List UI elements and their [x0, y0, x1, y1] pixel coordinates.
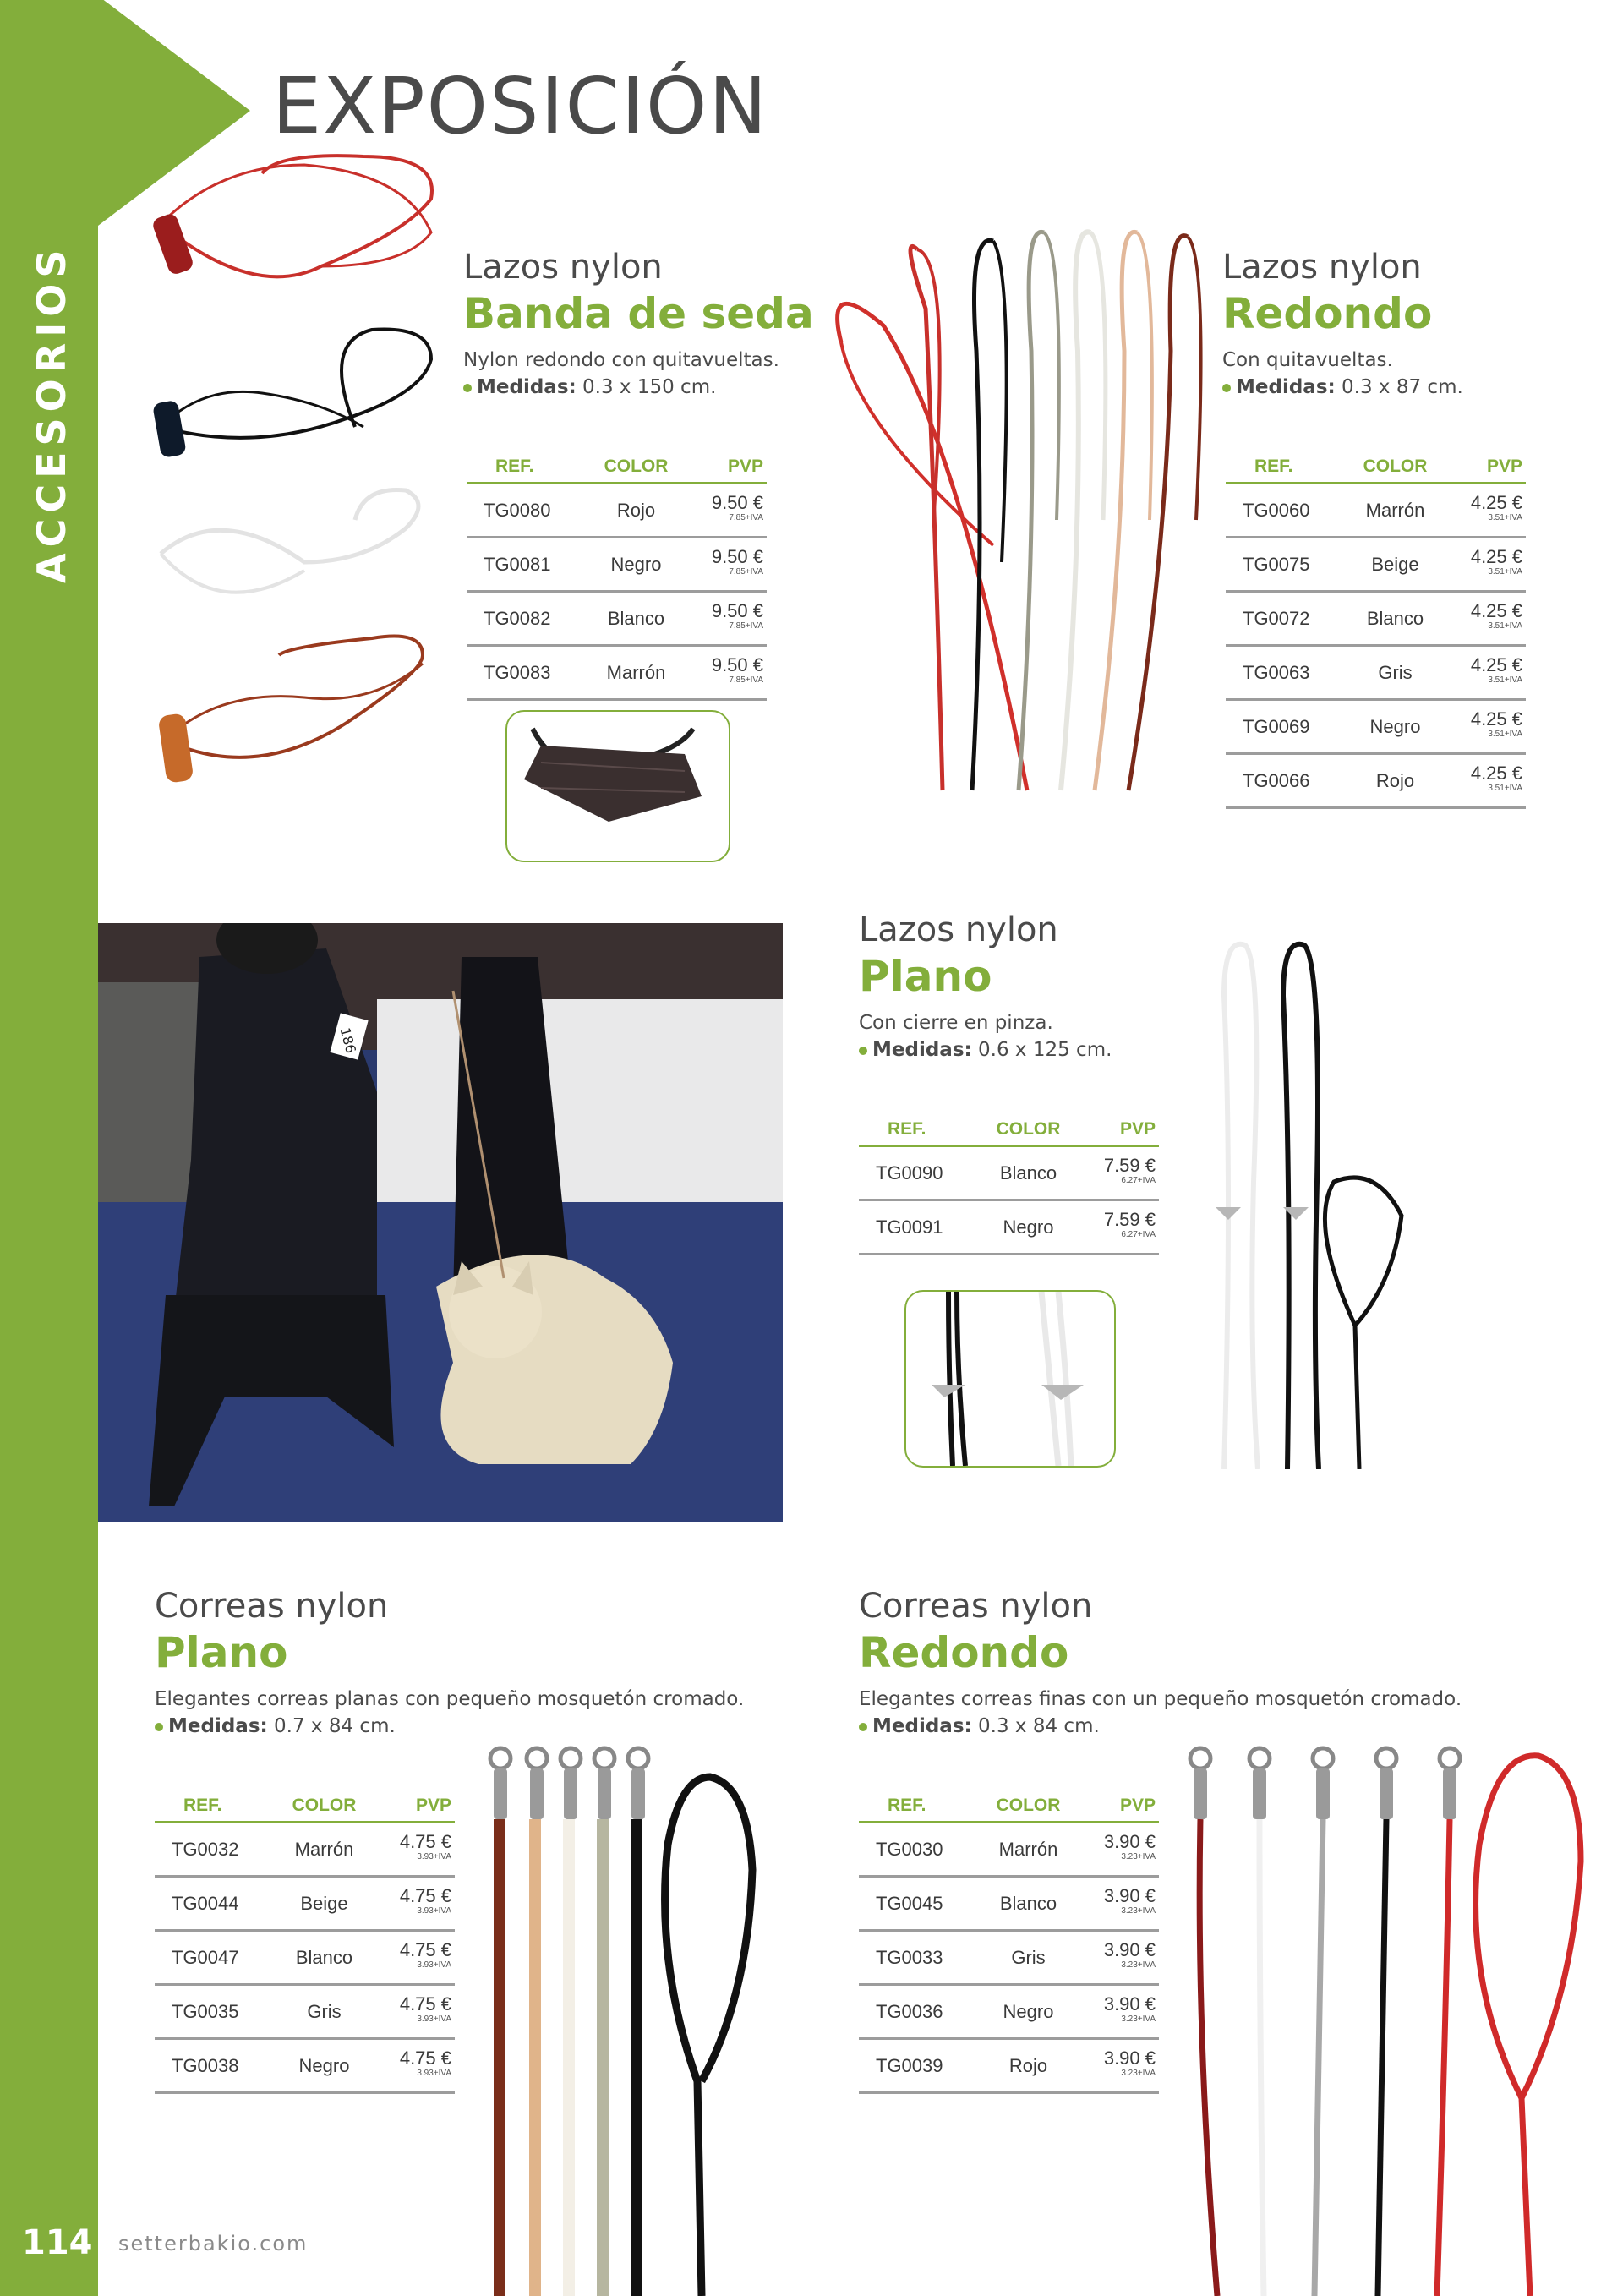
price-before-tax: 6.27+IVA — [1121, 1175, 1156, 1185]
price-value: 4.25 € — [1470, 491, 1522, 513]
table-row — [1226, 592, 1526, 646]
price-value: 3.90 € — [1103, 1993, 1156, 2014]
price-before-tax: 3.51+IVA — [1488, 783, 1522, 793]
plano-correa-leashes-image — [473, 1743, 761, 2296]
ref-cell: TG0081 — [467, 538, 577, 592]
header-color: COLOR — [1336, 451, 1454, 484]
price-value: 4.25 € — [1470, 762, 1522, 784]
price-cell — [383, 1985, 455, 2039]
table-row — [1226, 700, 1526, 754]
price-before-tax: 3.93+IVA — [417, 1905, 451, 1916]
ref-cell: TG0038 — [155, 2039, 265, 2093]
bullet-dot-icon — [155, 1723, 163, 1731]
plano-lazo-leashes-image — [1207, 928, 1410, 1469]
ref-cell: TG0060 — [1226, 484, 1336, 538]
price-before-tax: 3.23+IVA — [1121, 2068, 1156, 2078]
price-before-tax: 3.23+IVA — [1121, 1960, 1156, 1970]
ref-cell: TG0090 — [859, 1146, 970, 1200]
price-cell — [1454, 754, 1526, 808]
price-value: 4.25 € — [1470, 599, 1522, 621]
price-value: 3.90 € — [1103, 2047, 1156, 2069]
price-cell — [1087, 1200, 1159, 1255]
price-cell — [1087, 1985, 1159, 2039]
price-before-tax: 6.27+IVA — [1121, 1229, 1156, 1239]
product-measures: Medidas: 0.6 x 125 cm. — [859, 1036, 1214, 1063]
price-cell — [695, 484, 767, 538]
price-before-tax: 3.93+IVA — [417, 1960, 451, 1970]
price-before-tax: 7.85+IVA — [729, 566, 763, 577]
product-measures: Medidas: 0.3 x 87 cm. — [1222, 374, 1594, 401]
price-cell — [1087, 1931, 1159, 1985]
color-cell: Marrón — [577, 646, 695, 700]
silk-band-detail-image — [507, 712, 729, 861]
price-value: 7.59 € — [1103, 1154, 1156, 1176]
color-cell: Blanco — [970, 1146, 1087, 1200]
price-before-tax: 3.51+IVA — [1488, 566, 1522, 577]
table-row — [467, 538, 767, 592]
color-cell: Gris — [970, 1931, 1087, 1985]
product-name: Plano — [155, 1628, 288, 1677]
table-row — [859, 1931, 1159, 1985]
product-name: Redondo — [859, 1628, 1069, 1677]
table-header-row — [859, 1790, 1159, 1823]
price-cell — [1454, 700, 1526, 754]
price-cell — [383, 1877, 455, 1931]
price-before-tax: 3.93+IVA — [417, 2014, 451, 2024]
color-cell: Rojo — [1336, 754, 1454, 808]
table-header-row — [1226, 451, 1526, 484]
banda-seda-price-table — [467, 451, 767, 701]
header-color: COLOR — [970, 1114, 1087, 1146]
table-row — [467, 484, 767, 538]
price-value: 3.90 € — [1103, 1830, 1156, 1852]
price-before-tax: 3.51+IVA — [1488, 675, 1522, 685]
price-before-tax: 3.23+IVA — [1121, 1905, 1156, 1916]
section-label: ACCESORIOS — [29, 243, 74, 583]
header-ref: REF. — [155, 1790, 265, 1823]
page-number: 114 — [22, 2223, 93, 2262]
price-before-tax: 3.93+IVA — [417, 1851, 451, 1861]
ref-cell: TG0039 — [859, 2039, 970, 2093]
ref-cell: TG0083 — [467, 646, 577, 700]
competitor-number: 186 — [336, 1025, 359, 1055]
clip-closure-detail-image — [906, 1292, 1114, 1466]
table-header-row — [467, 451, 767, 484]
color-cell: Beige — [1336, 538, 1454, 592]
table-header-row — [859, 1114, 1159, 1146]
product-name: Banda de seda — [463, 289, 814, 338]
header-color: COLOR — [577, 451, 695, 484]
price-value: 4.75 € — [399, 1993, 451, 2014]
price-value: 4.75 € — [399, 1830, 451, 1852]
color-cell: Gris — [1336, 646, 1454, 700]
price-before-tax: 3.23+IVA — [1121, 1851, 1156, 1861]
table-row — [155, 1823, 455, 1877]
table-row — [1226, 754, 1526, 808]
ref-cell: TG0091 — [859, 1200, 970, 1255]
dog-show-photo — [98, 923, 783, 1522]
header-ref: REF. — [1226, 451, 1336, 484]
price-value: 4.25 € — [1470, 545, 1522, 567]
price-cell — [1454, 646, 1526, 700]
price-cell — [383, 1931, 455, 1985]
banda-seda-block — [463, 247, 818, 401]
price-cell — [1087, 1146, 1159, 1200]
header-color: COLOR — [970, 1790, 1087, 1823]
header-ref: REF. — [859, 1790, 970, 1823]
price-cell — [383, 1823, 455, 1877]
product-name: Plano — [859, 952, 992, 1001]
header-pvp: PVP — [1454, 451, 1526, 484]
color-cell: Blanco — [1336, 592, 1454, 646]
price-cell — [1087, 1823, 1159, 1877]
ref-cell: TG0030 — [859, 1823, 970, 1877]
product-kicker: Lazos nylon — [463, 248, 663, 287]
ref-cell: TG0063 — [1226, 646, 1336, 700]
ref-cell: TG0036 — [859, 1985, 970, 2039]
table-row — [155, 1877, 455, 1931]
table-row — [155, 2039, 455, 2093]
product-measures: Medidas: 0.3 x 150 cm. — [463, 374, 818, 401]
price-before-tax: 3.23+IVA — [1121, 2014, 1156, 2024]
color-cell: Negro — [970, 1200, 1087, 1255]
table-row — [1226, 646, 1526, 700]
color-cell: Marrón — [265, 1823, 383, 1877]
table-row — [155, 1985, 455, 2039]
color-cell: Marrón — [1336, 484, 1454, 538]
table-header-row — [155, 1790, 455, 1823]
price-before-tax: 3.51+IVA — [1488, 729, 1522, 739]
price-value: 3.90 € — [1103, 1884, 1156, 1906]
product-description: Elegantes correas planas con pequeño mosquetón cromado. — [155, 1688, 745, 1710]
price-value: 9.50 € — [711, 653, 763, 675]
price-before-tax: 3.93+IVA — [417, 2068, 451, 2078]
price-cell — [695, 592, 767, 646]
price-before-tax: 7.85+IVA — [729, 675, 763, 685]
price-value: 4.25 € — [1470, 653, 1522, 675]
plano-correa-block — [155, 1586, 763, 1740]
table-row — [859, 2039, 1159, 2093]
redondo-correa-leashes-image — [1175, 1743, 1589, 2296]
ref-cell: TG0082 — [467, 592, 577, 646]
product-kicker: Correas nylon — [859, 1587, 1093, 1626]
color-cell: Negro — [970, 1985, 1087, 2039]
table-row — [859, 1200, 1159, 1255]
price-cell — [695, 538, 767, 592]
price-before-tax: 7.85+IVA — [729, 512, 763, 522]
color-cell: Negro — [1336, 700, 1454, 754]
price-value: 4.25 € — [1470, 708, 1522, 730]
banda-seda-leashes-image — [152, 148, 448, 824]
product-description: Nylon redondo con quitavueltas. — [463, 349, 779, 371]
banda-seda-detail-inset — [505, 710, 730, 862]
ref-cell: TG0080 — [467, 484, 577, 538]
ref-cell: TG0044 — [155, 1877, 265, 1931]
table-row — [1226, 484, 1526, 538]
product-measures: Medidas: 0.7 x 84 cm. — [155, 1713, 763, 1740]
color-cell: Negro — [577, 538, 695, 592]
redondo-correa-block — [859, 1586, 1467, 1740]
redondo-lazo-block — [1222, 247, 1594, 401]
ref-cell: TG0072 — [1226, 592, 1336, 646]
ref-cell: TG0047 — [155, 1931, 265, 1985]
redondo-leashes-image — [824, 224, 1213, 799]
price-cell — [695, 646, 767, 700]
price-value: 3.90 € — [1103, 1938, 1156, 1960]
color-cell: Negro — [265, 2039, 383, 2093]
table-row — [467, 592, 767, 646]
product-name: Redondo — [1222, 289, 1433, 338]
header-pvp: PVP — [695, 451, 767, 484]
price-before-tax: 3.51+IVA — [1488, 620, 1522, 631]
header-ref: REF. — [859, 1114, 970, 1146]
color-cell: Gris — [265, 1985, 383, 2039]
ref-cell: TG0035 — [155, 1985, 265, 2039]
website-footer: setterbakio.com — [118, 2232, 309, 2255]
price-before-tax: 7.85+IVA — [729, 620, 763, 631]
ref-cell: TG0045 — [859, 1877, 970, 1931]
product-kicker: Lazos nylon — [859, 910, 1058, 949]
header-pvp: PVP — [1087, 1114, 1159, 1146]
bullet-dot-icon — [859, 1723, 867, 1731]
product-kicker: Lazos nylon — [1222, 248, 1422, 287]
table-row — [859, 1146, 1159, 1200]
page-title: EXPOSICIÓN — [272, 61, 769, 151]
price-cell — [1454, 538, 1526, 592]
color-cell: Blanco — [970, 1877, 1087, 1931]
bullet-dot-icon — [859, 1047, 867, 1055]
price-value: 9.50 € — [711, 599, 763, 621]
table-row — [859, 1985, 1159, 2039]
table-row — [1226, 538, 1526, 592]
table-row — [859, 1823, 1159, 1877]
bullet-dot-icon — [463, 384, 472, 392]
table-row — [467, 646, 767, 700]
plano-correa-price-table — [155, 1790, 455, 2094]
price-cell — [1454, 484, 1526, 538]
price-value: 4.75 € — [399, 1938, 451, 1960]
product-measures: Medidas: 0.3 x 84 cm. — [859, 1713, 1467, 1740]
product-kicker: Correas nylon — [155, 1587, 389, 1626]
redondo-lazo-price-table — [1226, 451, 1526, 809]
table-row — [859, 1877, 1159, 1931]
price-value: 9.50 € — [711, 491, 763, 513]
header-pvp: PVP — [383, 1790, 455, 1823]
ref-cell: TG0075 — [1226, 538, 1336, 592]
header-color: COLOR — [265, 1790, 383, 1823]
plano-lazo-price-table — [859, 1114, 1159, 1255]
price-before-tax: 3.51+IVA — [1488, 512, 1522, 522]
plano-lazo-detail-inset — [904, 1290, 1116, 1468]
product-description: Con cierre en pinza. — [859, 1012, 1053, 1034]
ref-cell: TG0066 — [1226, 754, 1336, 808]
redondo-correa-price-table — [859, 1790, 1159, 2094]
header-ref: REF. — [467, 451, 577, 484]
color-cell: Blanco — [265, 1931, 383, 1985]
price-value: 7.59 € — [1103, 1208, 1156, 1230]
ref-cell: TG0032 — [155, 1823, 265, 1877]
header-pvp: PVP — [1087, 1790, 1159, 1823]
color-cell: Marrón — [970, 1823, 1087, 1877]
price-cell — [383, 2039, 455, 2093]
product-description: Con quitavueltas. — [1222, 349, 1393, 371]
price-cell — [1087, 2039, 1159, 2093]
bullet-dot-icon — [1222, 384, 1231, 392]
color-cell: Rojo — [577, 484, 695, 538]
color-cell: Rojo — [970, 2039, 1087, 2093]
color-cell: Blanco — [577, 592, 695, 646]
ref-cell: TG0069 — [1226, 700, 1336, 754]
ref-cell: TG0033 — [859, 1931, 970, 1985]
dog-show-photo-image — [98, 923, 783, 1522]
product-description: Elegantes correas finas con un pequeño mosquetón cromado. — [859, 1688, 1462, 1710]
price-cell — [1087, 1877, 1159, 1931]
price-value: 9.50 € — [711, 545, 763, 567]
price-value: 4.75 € — [399, 2047, 451, 2069]
color-cell: Beige — [265, 1877, 383, 1931]
price-cell — [1454, 592, 1526, 646]
plano-lazo-block — [859, 910, 1214, 1063]
table-row — [155, 1931, 455, 1985]
price-value: 4.75 € — [399, 1884, 451, 1906]
